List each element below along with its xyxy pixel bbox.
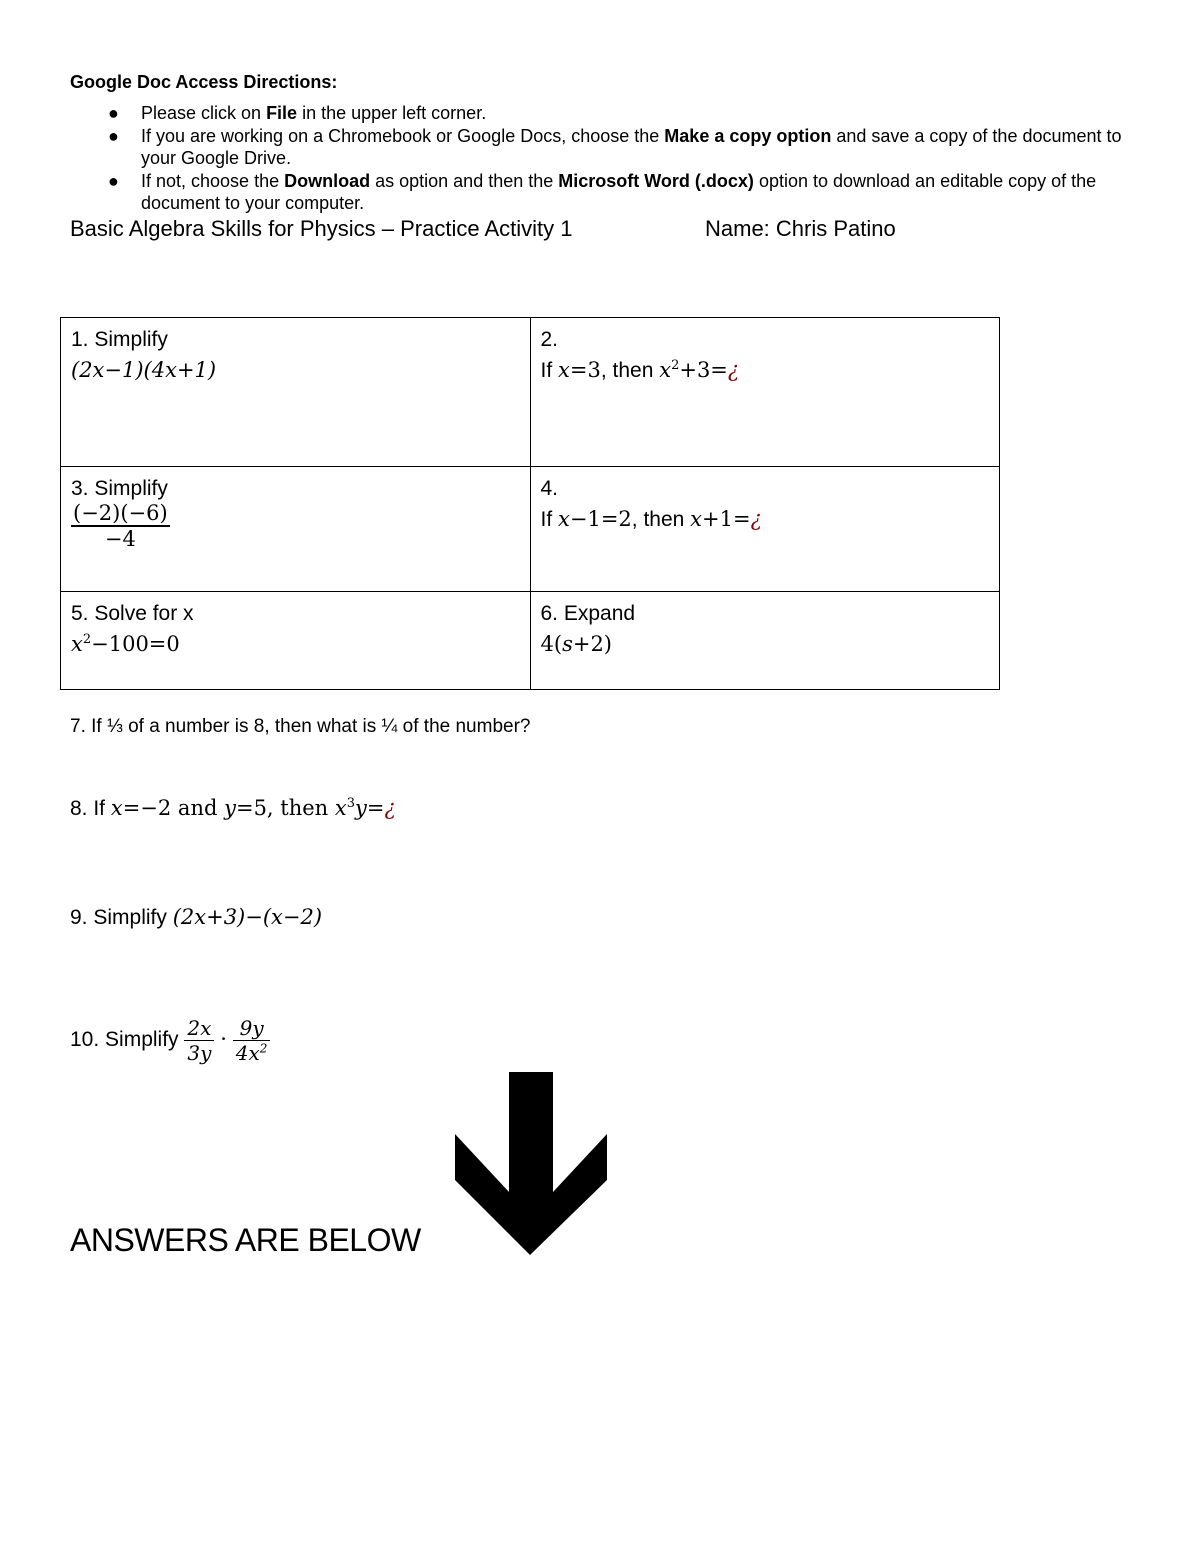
problem-table <box>60 317 1000 690</box>
problem-3: 3. Simplify $\frac{(-2)(-6)}{-4}$ <box>61 467 531 592</box>
question-7: 7. If ⅓ of a number is 8, then what is ¼ of the number? <box>70 716 531 737</box>
student-name: Name: Chris Patino <box>705 216 896 241</box>
answers-banner: ANSWERS ARE BELOW <box>70 1222 421 1258</box>
worksheet-title: Basic Algebra Skills for Physics – Practice Activity 1 <box>70 216 573 241</box>
fraction: $\frac{(-2)(-6)}{-4}$ <box>73 501 168 551</box>
problem-1: 1. Simplify (2x−1)(4x+1) <box>61 318 531 467</box>
direction-item: ● If not, choose the Download as option and then the Microsoft Word (.docx) option to download an editable copy of the document to your computer. <box>108 170 1097 213</box>
directions-list <box>70 102 1150 215</box>
problem-4: 4. If x−1=2, then x+1=¿ <box>530 467 1000 592</box>
direction-item: ● If you are working on a Chromebook or Google Docs, choose the Make a copy option and save a copy of the document to your Google Drive. <box>108 125 1122 168</box>
bullet-icon: ● <box>108 103 119 123</box>
question-8: 8. If x=−2 and y=5, then $x^3y=¿$ <box>70 796 396 820</box>
problem-6: 6. Expand 4(s+2) <box>530 592 1000 690</box>
fraction: $\frac{2x}{3y}$ <box>184 1016 214 1065</box>
bullet-icon: ● <box>108 125 119 146</box>
down-arrow-icon <box>453 1072 609 1261</box>
bullet-icon: ● <box>108 170 119 191</box>
question-9: 9. Simplify (2x+3)−(x−2) <box>70 905 323 929</box>
problem-5: 5. Solve for x $x^2-100=0$ <box>61 592 531 690</box>
question-10: 10. Simplify $\frac{2x}{3y}$ · $\frac{9y}{4x^2}$ <box>70 1016 270 1065</box>
directions-title: Google Doc Access Directions: <box>70 72 338 92</box>
direction-item: ● Please click on File in the upper left corner. <box>108 103 487 123</box>
fraction: $\frac{9y}{4x^2}$ <box>233 1016 271 1065</box>
problem-2: 2. If x=3, then $x^2+3=¿$ <box>530 318 1000 467</box>
